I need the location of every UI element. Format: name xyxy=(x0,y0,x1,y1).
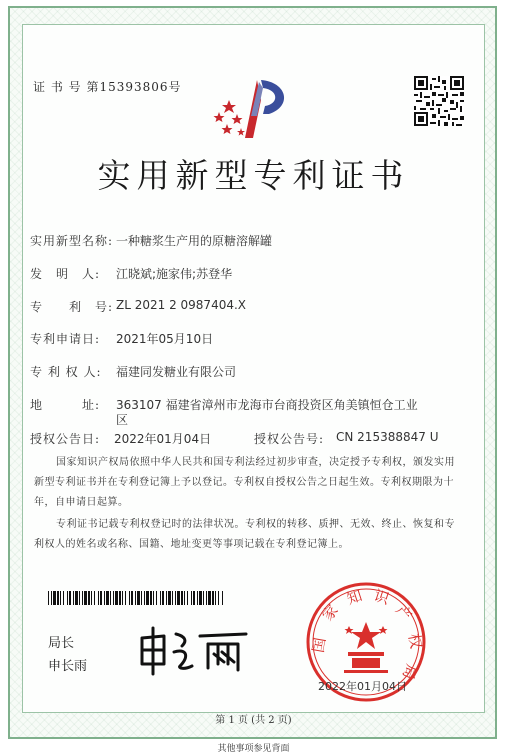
inventor-label: 发 明 人: xyxy=(30,267,101,281)
svg-text:识: 识 xyxy=(371,586,392,609)
utility-model-name-value: 一种糖浆生产用的原糖溶解罐 xyxy=(116,234,273,248)
svg-text:权: 权 xyxy=(404,632,426,651)
patent-number-value: ZL 2021 2 0987404.X xyxy=(116,298,247,312)
svg-text:产: 产 xyxy=(392,601,416,625)
bottom-note: 其他事项参见背面 xyxy=(217,744,290,754)
director-name: 申长雨 xyxy=(48,659,88,674)
patent-number-label: 专 利 号: xyxy=(30,300,114,314)
handwritten-signature xyxy=(134,622,254,676)
body-paragraph-1-line-3: 年，自申请日起算。 xyxy=(34,497,129,508)
grant-announcement-number-value: CN 215388847 U xyxy=(336,430,439,444)
application-date-label: 专利申请日: xyxy=(30,332,101,346)
patent-office-logo xyxy=(205,76,297,142)
body-paragraph-1-line-2: 新型专利证书并在专利登记簿上予以登记。专利权自授权公告之日起生效。专利权期限为十 xyxy=(34,477,454,488)
svg-text:家: 家 xyxy=(318,601,342,625)
barcode xyxy=(48,591,226,605)
utility-model-name-label: 实用新型名称: xyxy=(30,234,114,248)
certificate-number: 证 书 号 第15393806号 xyxy=(33,80,182,94)
body-paragraph-2-line-1: 专利证书记载专利权登记时的法律状况。专利权的转移、质押、无效、终止、恢复和专 xyxy=(56,519,455,530)
certificate-title: 实用新型专利证书 xyxy=(97,156,410,195)
svg-text:国: 国 xyxy=(308,636,330,655)
patentee-label: 专 利 权 人: xyxy=(30,365,102,379)
page-indicator: 第 1 页 (共 2 页) xyxy=(215,715,292,726)
patentee-value: 福建同发糖业有限公司 xyxy=(116,365,237,379)
grant-announcement-number-label: 授权公告号: xyxy=(254,432,325,446)
director-title: 局长 xyxy=(48,636,75,651)
grant-announcement-date-value: 2022年01月04日 xyxy=(114,432,212,446)
seal-date: 2022年01月04日 xyxy=(318,680,407,693)
address-value-line1: 363107 福建省漳州市龙海市台商投资区角美镇恒仓工业 xyxy=(116,398,418,412)
qr-code xyxy=(414,76,464,126)
inventor-value: 江晓斌;施家伟;苏登华 xyxy=(116,267,233,281)
svg-text:局: 局 xyxy=(398,661,421,682)
body-paragraph-2-line-2: 利权人的姓名或名称、国籍、地址变更等事项记载在专利登记簿上。 xyxy=(34,539,349,550)
address-value-line2: 区 xyxy=(116,413,129,427)
address-label: 地 址: xyxy=(30,398,101,412)
svg-text:知: 知 xyxy=(344,586,365,609)
application-date-value: 2021年05月10日 xyxy=(116,332,214,346)
grant-announcement-date-label: 授权公告日: xyxy=(30,432,101,446)
body-paragraph-1-line-1: 国家知识产权局依照中华人民共和国专利法经过初步审查，决定授予专利权，颁发实用 xyxy=(56,457,455,468)
